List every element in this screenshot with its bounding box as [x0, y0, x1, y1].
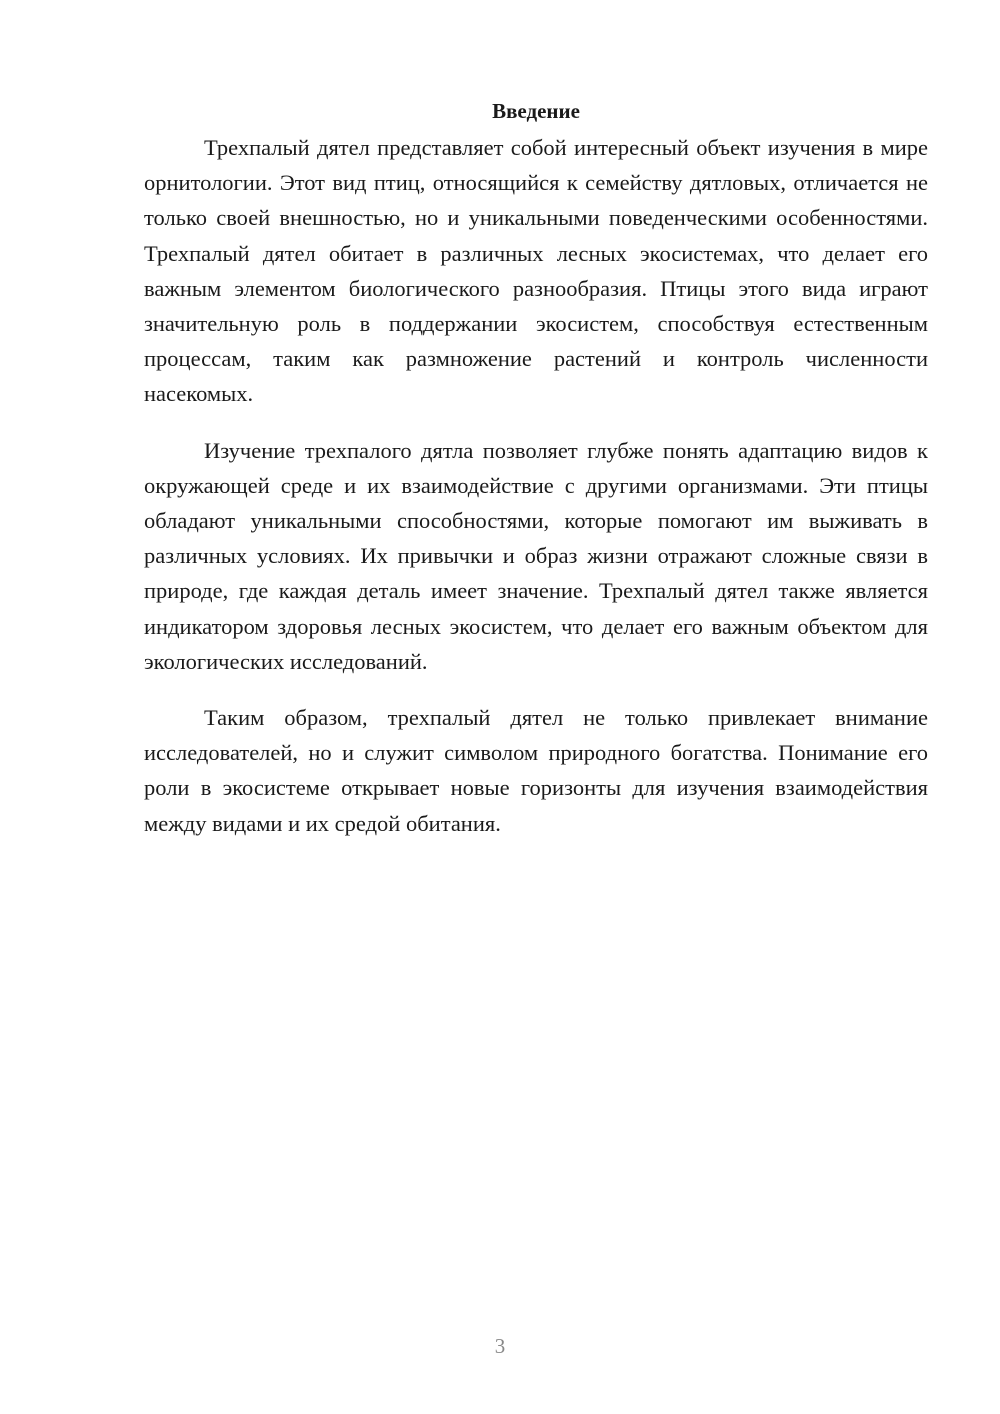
- page-number: 3: [494, 1334, 506, 1358]
- section-heading: Введение: [492, 99, 580, 123]
- page-content: [144, 96, 928, 862]
- paragraph-3: Таким образом, трехпалый дятел не только привлекает внимание исследователей, но и служит символом природного богатства. Понимание его роли в экосистеме открывает новые горизонты для изучения взаимодействия между видами и их средой обитания.: [144, 705, 928, 836]
- paragraph-1: Трехпалый дятел представляет собой интересный объект изучения в мире орнитологии. Этот вид птиц, относящийся к семейству дятловых, отличается не только своей внешностью, но и уникальными поведенческими особенностями. Трехпалый дятел обитает в различных лесных экосистемах, что делает его важным элементом биологического разнообразия. Птицы этого вида играют значительную роль в поддержании экосистем, способствуя естественным процессам, таким как размножение растений и контроль численности насекомых.: [144, 135, 928, 407]
- paragraph-2: Изучение трехпалого дятла позволяет глубже понять адаптацию видов к окружающей среде и их взаимодействие с другими организмами. Эти птицы обладают уникальными способностями, которые помогают им выживать в различных условиях. Их привычки и образ жизни отражают сложные связи в природе, где каждая деталь имеет значение. Трехпалый дятел также является индикатором здоровья лесных экосистем, что делает его важным объектом для экологических исследований.: [144, 437, 928, 674]
